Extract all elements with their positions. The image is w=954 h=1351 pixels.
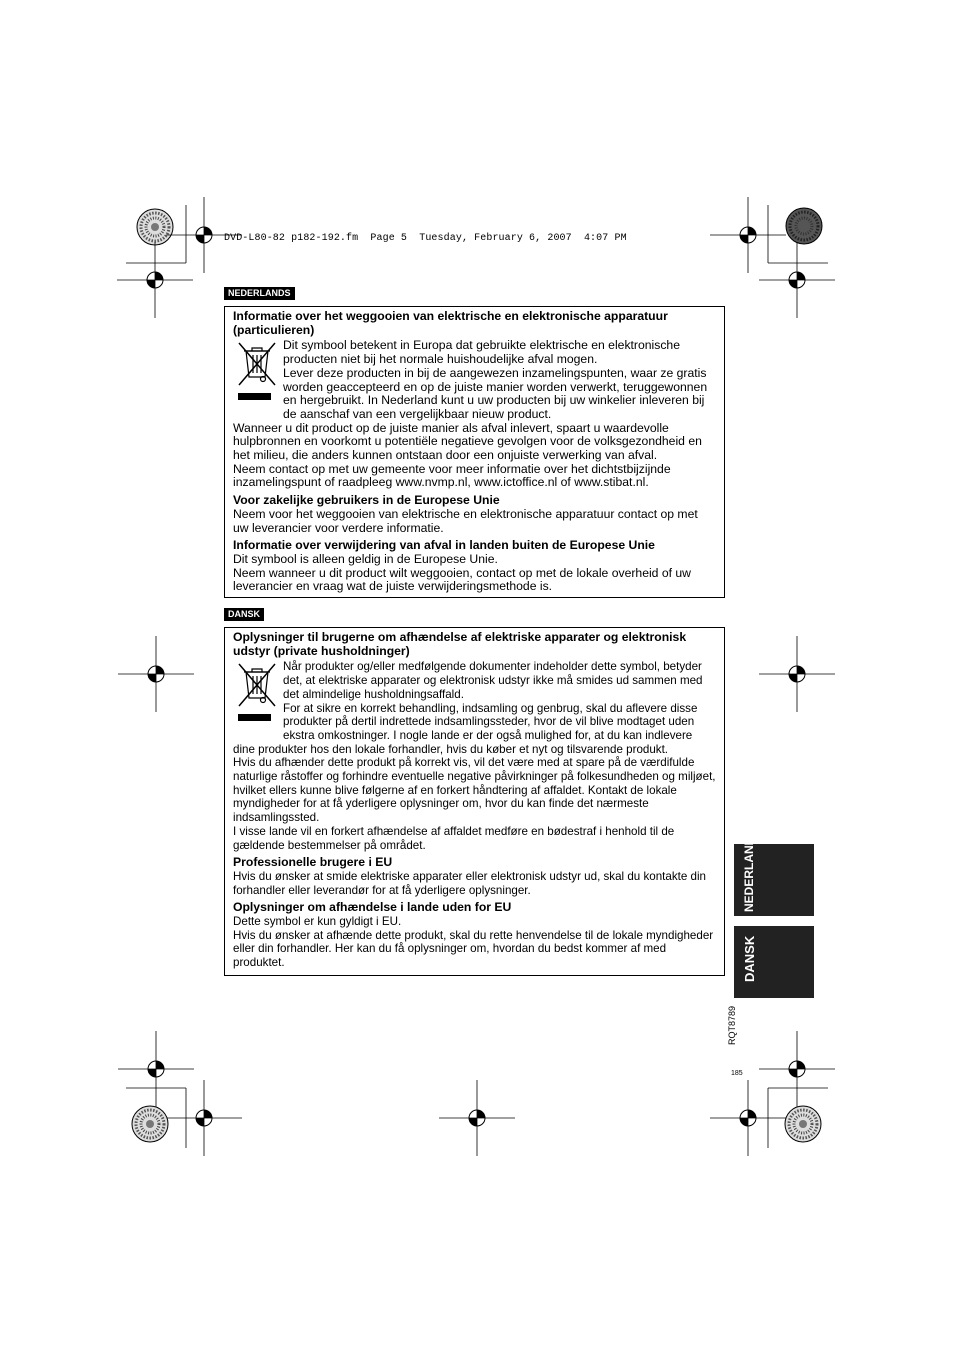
document-code: RQT8789 [727,1005,737,1045]
paragraph: I visse lande vil en forkert afhændelse af affaldet medføre en bødestraf i henhold til de gældende bestemmelser på området. [233,824,675,852]
subsection-title: Informatie over verwijdering van afval in landen buiten de Europese Unie [233,538,655,553]
subsection-title: Professionelle brugere i EU [233,855,393,870]
registration-mark-icon [759,1031,835,1107]
paragraph: Neem voor het weggooien van elektrische en elektronische apparatuur contact op met uw leverancier voor verdere informatie. [233,506,698,535]
side-tab-dansk [734,926,814,998]
color-calibration-disc-icon [786,208,822,244]
nederlands-info-box [224,306,725,598]
paragraph: Neem contact op met uw gemeente voor meer informatie over het dichtstbijzijnde inzamelingspunt of raadpleeg www.nvmp.nl, www.ictoffice.nl of www.stibat.nl. [233,461,671,490]
side-tab-label: DANSK [742,935,757,982]
crossed-out-wheelie-bin-icon [233,339,281,409]
registration-mark-icon [166,1080,242,1156]
section-title: Informatie over het weggooien van elektrische en elektronische apparatuur (particulieren) [233,309,668,337]
crossed-out-wheelie-bin-icon [233,660,281,730]
registration-mark-icon [759,242,835,318]
paragraph: For at sikre en korrekt behandling, indsamling og genbrug, skal du aflevere disse produkter på dertil indrettede indsamlingssteder, hvor de vil blive modtaget uden ekstra omkostninger. I nogle lande er der også mulighed for, at du kan indlevere dine produkter hos den lokale forhandler, hvis du køber et nyt og tilsvarende produkt. [233,701,698,756]
paragraph: Wanneer u dit product op de juiste manier als afval inlevert, spaart u waardevolle hulpbronnen en voorkomt u potentiële negatieve gevolgen voor de volksgezondheid en het milieu, die anders kunnen ontstaan door een onjuiste verwerking van afval. [233,420,702,463]
paragraph: Hvis du ønsker at smide elektriske apparater eller elektronisk udstyr ud, skal du kontakte din forhandler eller leverandør for at få yderligere oplysninger. [233,869,706,897]
section-tag-dansk: DANSK [224,608,264,621]
paragraph: Dit symbool betekent in Europa dat gebruikte elektrische en elektronische producten niet bij het normale huishoudelijke afval mogen. [283,338,680,367]
section-tag-nederlands: NEDERLANDS [224,287,295,300]
color-calibration-disc-icon [132,1106,168,1142]
dansk-info-box [224,627,725,976]
registration-mark-icon [117,242,193,318]
registration-mark-icon [759,636,835,712]
section-title: Oplysninger til brugerne om afhændelse af elektriske apparater og elektronisk udstyr (private husholdninger) [233,630,687,658]
color-calibration-disc-icon [137,209,173,245]
registration-mark-icon [710,197,786,273]
side-tab-label: NEDERLANDS [742,828,756,912]
paragraph: Hvis du ønsker at afhænde dette produkt, skal du rette henvendelse til de lokale myndigheder eller din forhandler. Her kan du få oplysninger om, hvordan du bedst kommer af med produktet. [233,928,714,970]
registration-mark-icon [439,1080,515,1156]
paragraph: Lever deze producten in bij de aangewezen inzamelingspunten, waar ze gratis worden geaccepteerd en op de juiste manier worden verwerkt, teruggewonnen en hergebruikt. In Nederland kunt u uw producten bij uw winkelier inleveren bij de aanschaf van een vergelijkbaar nieuw product. [283,365,708,421]
paragraph: Når produkter og/eller medfølgende dokumenter indeholder dette symbol, betyder det, at elektriske apparater og elektronisk udstyr ikke må smides ud sammen med det almindelige husholdningsaffald. [283,660,703,701]
paragraph: Dette symbol er kun gyldigt i EU. [233,915,402,929]
paragraph: Dit symbool is alleen geldig in de Europese Unie. [233,551,498,566]
page-number: 185 [731,1070,743,1077]
registration-mark-icon [118,1031,194,1107]
registration-mark-icon [710,1080,786,1156]
subsection-title: Voor zakelijke gebruikers in de Europese Unie [233,493,500,508]
paragraph: Neem wanneer u dit product wilt weggooien, contact op met de lokale overheid of uw leverancier en vraag wat de juiste verwijderingsmethode is. [233,565,691,594]
color-calibration-disc-icon [785,1106,821,1142]
side-tab-nederlands [734,828,814,916]
registration-mark-icon [118,636,194,712]
file-header: DVD-L80-82 p182-192.fm Page 5 Tuesday, February 6, 2007 4:07 PM [224,233,627,244]
paragraph: Hvis du afhænder dette produkt på korrekt vis, vil det være med at spare på de værdifulde naturlige råstoffer og forhindre eventuelle negative påvirkninger på folkesundheden og miljøet, hvilket ellers kunne blive følgerne af en forkert håndtering af affaldet. Kontakt de lokale myndigheder for at få yderligere oplysninger om, hvor du kan finde det nærmeste indsamlingssted. [233,756,716,825]
subsection-title: Oplysninger om afhændelse i lande uden for EU [233,900,512,915]
